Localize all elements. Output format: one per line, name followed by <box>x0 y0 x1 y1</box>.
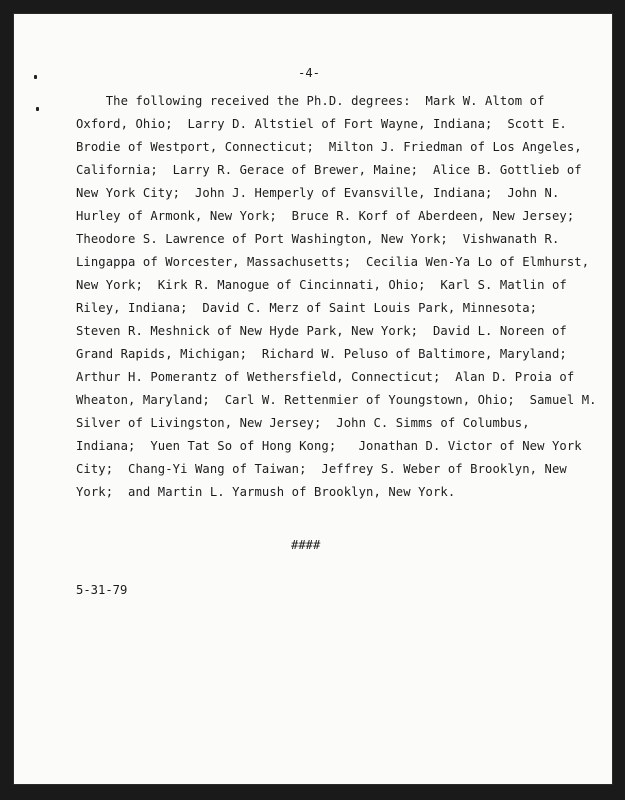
release-date: 5-31-79 <box>76 583 128 597</box>
body-line: Oxford, Ohio; Larry D. Altstiel of Fort Wayne, Indiana; Scott E. <box>76 117 567 131</box>
body-line: Hurley of Armonk, New York; Bruce R. Korf of Aberdeen, New Jersey; <box>76 209 575 223</box>
body-line: City; Chang-Yi Wang of Taiwan; Jeffrey S. Weber of Brooklyn, New <box>76 462 567 476</box>
body-line: New York City; John J. Hemperly of Evansville, Indiana; John N. <box>76 186 560 200</box>
body-line: Riley, Indiana; David C. Merz of Saint Louis Park, Minnesota; <box>76 301 538 315</box>
body-line: Brodie of Westport, Connecticut; Milton J. Friedman of Los Angeles, <box>76 140 582 154</box>
body-line: Lingappa of Worcester, Massachusetts; Cecilia Wen-Ya Lo of Elmhurst, <box>76 255 590 269</box>
body-line: Theodore S. Lawrence of Port Washington, New York; Vishwanath R. <box>76 232 560 246</box>
document-page <box>14 14 612 784</box>
end-of-release-mark: #### <box>291 538 321 552</box>
body-line: The following received the Ph.D. degrees: Mark W. Altom of <box>76 94 545 108</box>
body-paragraph <box>14 14 612 784</box>
body-line: Wheaton, Maryland; Carl W. Rettenmier of Youngstown, Ohio; Samuel M. <box>76 393 597 407</box>
body-line: Grand Rapids, Michigan; Richard W. Peluso of Baltimore, Maryland; <box>76 347 567 361</box>
body-line: New York; Kirk R. Manogue of Cincinnati, Ohio; Karl S. Matlin of <box>76 278 567 292</box>
body-line: Arthur H. Pomerantz of Wethersfield, Connecticut; Alan D. Proia of <box>76 370 575 384</box>
body-line: Indiana; Yuen Tat So of Hong Kong; Jonathan D. Victor of New York <box>76 439 582 453</box>
page-number: -4- <box>297 66 320 80</box>
body-line: York; and Martin L. Yarmush of Brooklyn, New York. <box>76 485 456 499</box>
body-line: Silver of Livingston, New Jersey; John C. Simms of Columbus, <box>76 416 530 430</box>
body-line: Steven R. Meshnick of New Hyde Park, New York; David L. Noreen of <box>76 324 567 338</box>
body-line: California; Larry R. Gerace of Brewer, Maine; Alice B. Gottlieb of <box>76 163 582 177</box>
